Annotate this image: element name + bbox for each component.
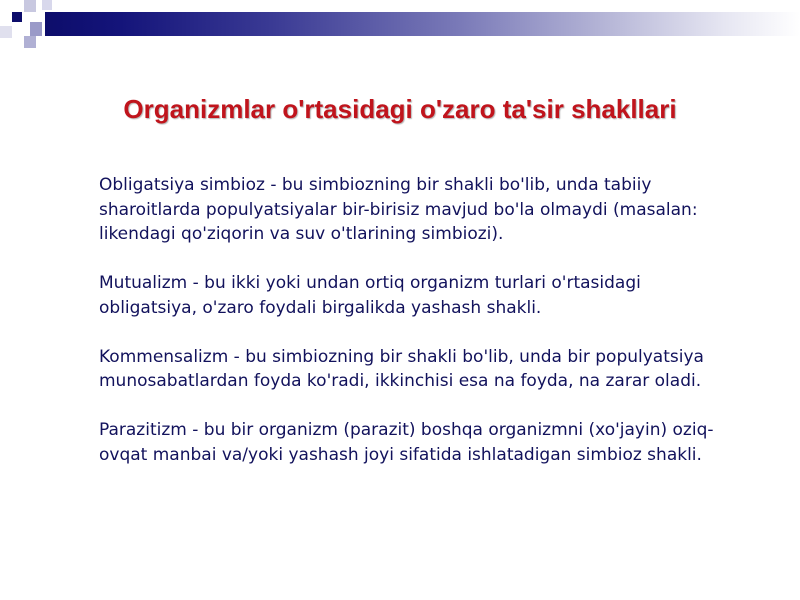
slide-title: Organizmlar o'rtasidagi o'zaro ta'sir shakllari bbox=[123, 94, 677, 124]
decorative-square bbox=[30, 22, 42, 36]
decorative-square bbox=[0, 26, 12, 38]
paragraph-mutualism: Mutualizm - bu ikki yoki undan ortiq organizm turlari o'rtasidagi obligatsiya, o'zaro foydali birgalikda yashash shakli. bbox=[99, 273, 641, 318]
paragraph-parasitism: Parazitizm - bu bir organizm (parazit) boshqa organizmni (xo'jayin) oziq-ovqat manbai va/yoki yashash joyi sifatida ishlatadigan simbioz shakli. bbox=[99, 420, 714, 465]
decorative-square bbox=[24, 36, 36, 48]
decorative-square bbox=[24, 0, 36, 12]
paragraph-commensalism: Kommensalizm - bu simbiozning bir shakli bo'lib, unda bir populyatsiya munosabatlardan foyda ko'radi, ikkinchisi esa na foyda, na zarar oladi. bbox=[99, 346, 704, 391]
paragraph-obligate-symbiosis: Obligatsiya simbioz - bu simbiozning bir shakli bo'lib, unda tabiiy sharoitlarda populyatsiyalar bir-birisiz mavjud bo'la olmaydi (masalan: likendagi qo'ziqorin va suv o'tlarining simbiozi). bbox=[99, 175, 698, 244]
header-gradient-bar bbox=[45, 12, 800, 36]
decorative-square bbox=[42, 0, 52, 10]
decorative-square bbox=[12, 12, 22, 22]
slide-body bbox=[99, 173, 739, 492]
